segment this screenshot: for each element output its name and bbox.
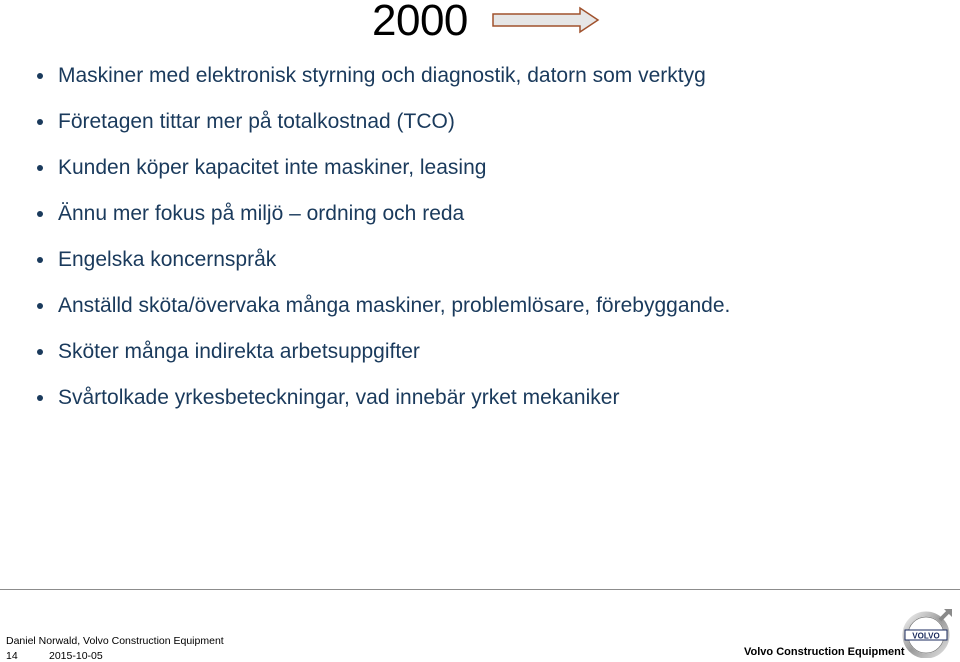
bullet-text: Engelska koncernspråk: [58, 248, 277, 271]
bullet-item: [36, 110, 730, 156]
footer-date: 2015-10-05: [49, 650, 103, 662]
bullet-dot: [37, 165, 43, 171]
bullet-dot: [37, 303, 43, 309]
volvo-logo-icon: [900, 608, 954, 658]
bullet-item: [36, 386, 730, 432]
bullet-text: Sköter många indirekta arbetsuppgifter: [58, 340, 420, 363]
bullet-text: Anställd sköta/övervaka många maskiner, problemlösare, förebyggande.: [58, 294, 731, 317]
bullet-dot: [37, 349, 43, 355]
footer-author: Daniel Norwald, Volvo Construction Equipment: [6, 635, 224, 647]
bullet-text: Svårtolkade yrkesbeteckningar, vad innebär yrket mekaniker: [58, 386, 620, 409]
bullet-item: [36, 340, 730, 386]
page-number: 14: [6, 650, 18, 662]
bullet-item: [36, 156, 730, 202]
bullet-item: [36, 202, 730, 248]
bullet-dot: [37, 73, 43, 79]
bullet-item: [36, 64, 730, 110]
bullet-text: Företagen tittar mer på totalkostnad (TCO): [58, 110, 455, 133]
bullet-item: [36, 248, 730, 294]
bullet-dot: [37, 395, 43, 401]
footer-company: Volvo Construction Equipment: [744, 646, 905, 658]
slide-title: 2000: [372, 0, 468, 45]
bullet-text: Ännu mer fokus på miljö – ordning och reda: [58, 202, 465, 225]
footer-divider: [0, 589, 960, 590]
bullet-dot: [37, 257, 43, 263]
bullet-text: Kunden köper kapacitet inte maskiner, leasing: [58, 156, 487, 179]
bullet-dot: [37, 119, 43, 125]
svg-text:VOLVO: VOLVO: [912, 631, 940, 641]
bullet-dot: [37, 211, 43, 217]
right-arrow-icon: [492, 6, 600, 34]
bullet-item: [36, 294, 730, 340]
bullet-text: Maskiner med elektronisk styrning och diagnostik, datorn som verktyg: [58, 64, 706, 87]
bullet-list: [36, 64, 730, 432]
